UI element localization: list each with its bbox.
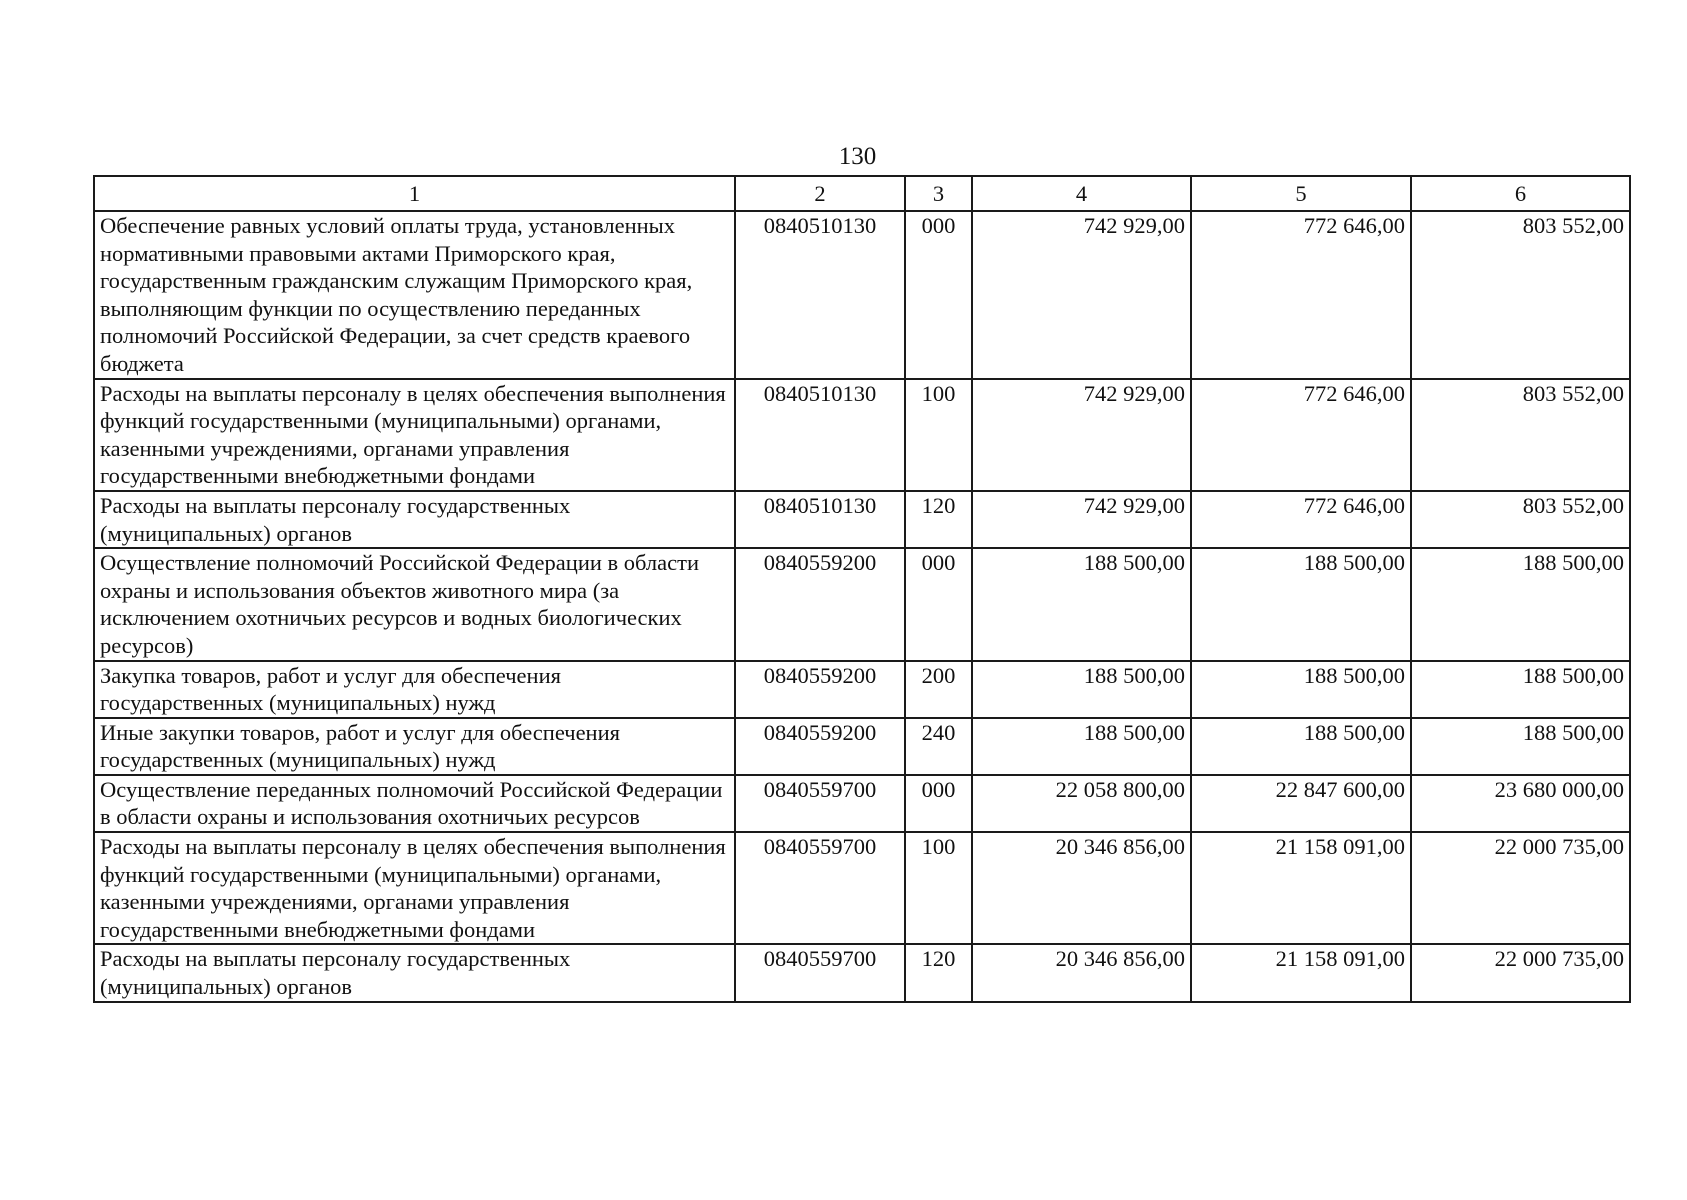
expense-type-cell: 120 bbox=[905, 944, 972, 1001]
expense-type-cell: 120 bbox=[905, 491, 972, 548]
column-header-2: 2 bbox=[735, 176, 905, 211]
amount-cell-col4: 20 346 856,00 bbox=[972, 944, 1191, 1001]
expense-name-cell: Расходы на выплаты персоналу государственных (муниципальных) органов bbox=[94, 491, 735, 548]
table-row bbox=[94, 211, 1630, 379]
amount-cell-col4: 22 058 800,00 bbox=[972, 775, 1191, 832]
column-header-3: 3 bbox=[905, 176, 972, 211]
target-code-cell: 0840559200 bbox=[735, 661, 905, 718]
expense-name-cell: Осуществление полномочий Российской Федерации в области охраны и использования объектов животного мира (за исключением охотничьих ресурсов и водных биологических ресурсов) bbox=[94, 548, 735, 660]
target-code-cell: 0840510130 bbox=[735, 211, 905, 379]
amount-cell-col6: 22 000 735,00 bbox=[1411, 944, 1630, 1001]
expense-type-cell: 000 bbox=[905, 211, 972, 379]
table-row bbox=[94, 661, 1630, 718]
column-header-5: 5 bbox=[1191, 176, 1411, 211]
table-row bbox=[94, 775, 1630, 832]
amount-cell-col4: 742 929,00 bbox=[972, 211, 1191, 379]
expense-name-cell: Иные закупки товаров, работ и услуг для обеспечения государственных (муниципальных) нужд bbox=[94, 718, 735, 775]
amount-cell-col6: 803 552,00 bbox=[1411, 211, 1630, 379]
expense-name-cell: Обеспечение равных условий оплаты труда, установленных нормативными правовыми актами Приморского края, государственным гражданским служащим Приморского края, выполняющим функции по осуществлению переданных полномочий Российской Федерации, за счет средств краевого бюджета bbox=[94, 211, 735, 379]
table-row bbox=[94, 832, 1630, 944]
expense-type-cell: 000 bbox=[905, 775, 972, 832]
amount-cell-col5: 772 646,00 bbox=[1191, 491, 1411, 548]
column-header-4: 4 bbox=[972, 176, 1191, 211]
expense-name-cell: Расходы на выплаты персоналу государственных (муниципальных) органов bbox=[94, 944, 735, 1001]
expense-type-cell: 200 bbox=[905, 661, 972, 718]
target-code-cell: 0840559200 bbox=[735, 548, 905, 660]
expense-type-cell: 000 bbox=[905, 548, 972, 660]
column-header-1: 1 bbox=[94, 176, 735, 211]
expense-name-cell: Осуществление переданных полномочий Российской Федерации в области охраны и использования охотничьих ресурсов bbox=[94, 775, 735, 832]
amount-cell-col4: 742 929,00 bbox=[972, 379, 1191, 491]
table-row bbox=[94, 491, 1630, 548]
amount-cell-col6: 188 500,00 bbox=[1411, 718, 1630, 775]
expense-type-cell: 240 bbox=[905, 718, 972, 775]
expense-name-cell: Закупка товаров, работ и услуг для обеспечения государственных (муниципальных) нужд bbox=[94, 661, 735, 718]
amount-cell-col6: 23 680 000,00 bbox=[1411, 775, 1630, 832]
amount-cell-col5: 22 847 600,00 bbox=[1191, 775, 1411, 832]
target-code-cell: 0840510130 bbox=[735, 491, 905, 548]
table-row bbox=[94, 379, 1630, 491]
target-code-cell: 0840559200 bbox=[735, 718, 905, 775]
amount-cell-col5: 21 158 091,00 bbox=[1191, 944, 1411, 1001]
amount-cell-col5: 188 500,00 bbox=[1191, 661, 1411, 718]
expense-type-cell: 100 bbox=[905, 379, 972, 491]
expense-name-cell: Расходы на выплаты персоналу в целях обеспечения выполнения функций государственными (муниципальными) органами, казенными учреждениями, органами управления государственными внебюджетными фондами bbox=[94, 379, 735, 491]
amount-cell-col4: 742 929,00 bbox=[972, 491, 1191, 548]
budget-table bbox=[93, 175, 1631, 1003]
table-body bbox=[94, 211, 1630, 1002]
table-row bbox=[94, 718, 1630, 775]
amount-cell-col5: 772 646,00 bbox=[1191, 379, 1411, 491]
amount-cell-col6: 803 552,00 bbox=[1411, 379, 1630, 491]
target-code-cell: 0840510130 bbox=[735, 379, 905, 491]
amount-cell-col4: 20 346 856,00 bbox=[972, 832, 1191, 944]
amount-cell-col4: 188 500,00 bbox=[972, 718, 1191, 775]
table-row bbox=[94, 944, 1630, 1001]
target-code-cell: 0840559700 bbox=[735, 944, 905, 1001]
amount-cell-col4: 188 500,00 bbox=[972, 548, 1191, 660]
header-row bbox=[94, 176, 1630, 211]
amount-cell-col6: 188 500,00 bbox=[1411, 661, 1630, 718]
table-header bbox=[94, 176, 1630, 211]
table-row bbox=[94, 548, 1630, 660]
amount-cell-col6: 803 552,00 bbox=[1411, 491, 1630, 548]
amount-cell-col5: 188 500,00 bbox=[1191, 718, 1411, 775]
target-code-cell: 0840559700 bbox=[735, 775, 905, 832]
expense-name-cell: Расходы на выплаты персоналу в целях обеспечения выполнения функций государственными (муниципальными) органами, казенными учреждениями, органами управления государственными внебюджетными фондами bbox=[94, 832, 735, 944]
amount-cell-col5: 772 646,00 bbox=[1191, 211, 1411, 379]
amount-cell-col6: 188 500,00 bbox=[1411, 548, 1630, 660]
page-number: 130 bbox=[838, 143, 877, 170]
amount-cell-col4: 188 500,00 bbox=[972, 661, 1191, 718]
amount-cell-col5: 21 158 091,00 bbox=[1191, 832, 1411, 944]
column-header-6: 6 bbox=[1411, 176, 1630, 211]
expense-type-cell: 100 bbox=[905, 832, 972, 944]
target-code-cell: 0840559700 bbox=[735, 832, 905, 944]
amount-cell-col6: 22 000 735,00 bbox=[1411, 832, 1630, 944]
amount-cell-col5: 188 500,00 bbox=[1191, 548, 1411, 660]
